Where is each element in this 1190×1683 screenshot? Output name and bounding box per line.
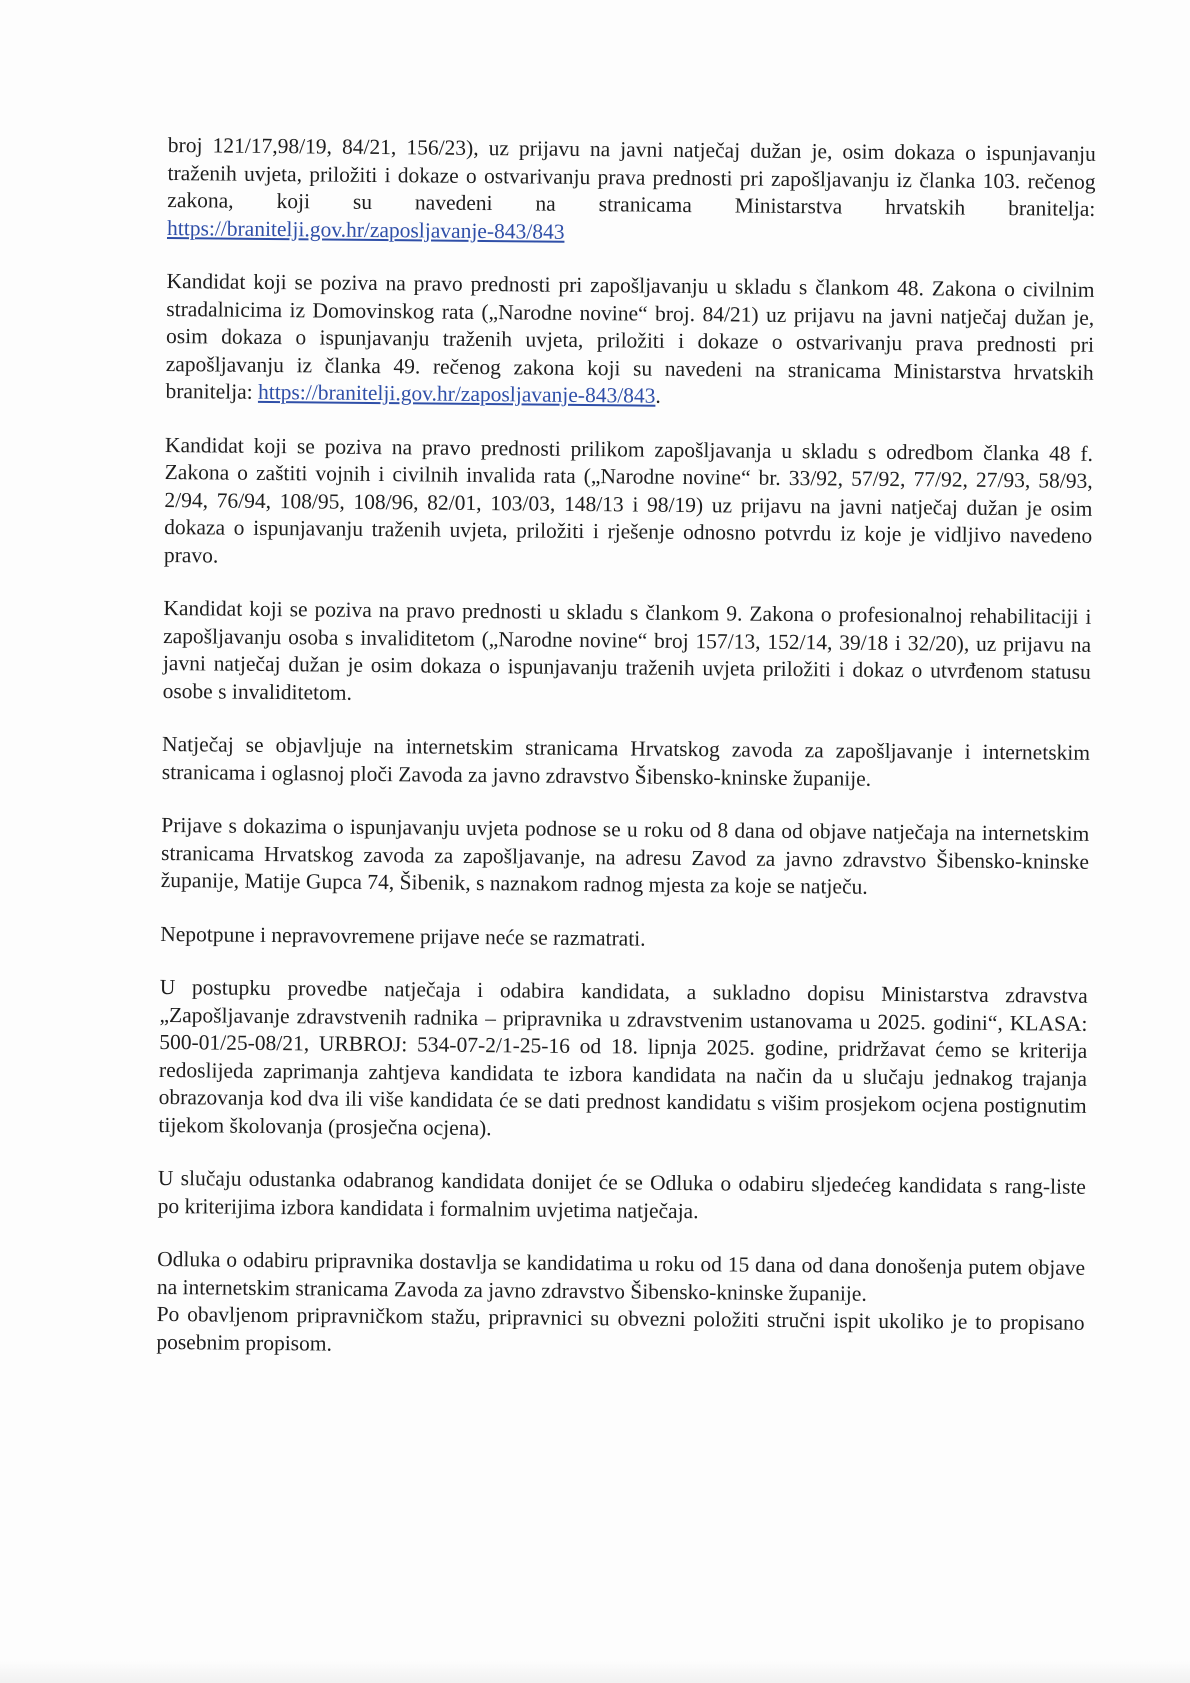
paragraph-text: U postupku provedbe natječaja i odabira kandidata, a sukladno dopisu Ministarstva zdravstva „Zapošljavanje zdravstvenih radnika – pripravnika u zdravstvenim ustanovama u 2025. godini“, KLASA: 500-01/25-08/21, URBROJ: 534-07-2/1-25-16 od 18. lipnja 2025. godine, pridržavat ćemo se kriterija redoslijeda zaprimanja zahtjeva kandidata te izbora kandidata na način da u slučaju jednakog trajanja obrazovanja kod dva ili više kandidata će se dati prednost kandidatu s višim prosjekom ocjena postignutim tijekom školovanja (prosječna ocjena). — [158, 974, 1088, 1140]
paragraph-disability-priority — [162, 595, 1091, 714]
paragraph-text: Nepotpune i nepravovremene prijave neće se razmatrati. — [160, 921, 646, 951]
paragraph-professional-exam — [156, 1301, 1084, 1365]
paragraph-civilian-victims-priority — [165, 268, 1094, 414]
paragraph-selection-criteria — [158, 974, 1088, 1148]
paragraph-incomplete-applications — [160, 920, 1088, 956]
paragraph-withdrawal — [158, 1165, 1086, 1229]
paragraph-decision-delivery — [157, 1246, 1085, 1310]
branitelji-link[interactable]: https://branitelji.gov.hr/zaposljavanje-843/843 — [166, 215, 565, 244]
paragraph-text: Odluka o odabiru pripravnika dostavlja se kandidatima u roku od 15 dana od dana donošenja putem objave na internetskim stranicama Zavoda za javno zdravstvo Šibensko-kninske županije. — [156, 1246, 1086, 1306]
paragraph-application-deadline — [161, 812, 1090, 903]
scan-edge-shadow — [0, 1661, 1190, 1683]
paragraph-text: Kandidat koji se poziva na pravo prednosti u skladu s člankom 9. Zakona o profesionalnoj rehabilitaciji i zapošljavanju osoba s invaliditetom („Narodne novine“ broj 157/13, 152/14, 39/18 i 32/20), uz prijavu na javni natječaj dužan je osim dokaza o ispunjavanju traženih uvjeta priložiti i dokaz o utvrđenom statusu osobe s invaliditetom. — [162, 595, 1092, 705]
paragraph-text: Kandidat koji se poziva na pravo prednosti prilikom zapošljavanja u skladu s odredbom članka 48 f. Zakona o zaštiti vojnih i civilnih invalida rata („Narodne novine“ br. 33/92, 57/92, 77/92, 27/93, 58/93, 2/94, 76/94, 108/95, 108/96, 82/01, 103/03, 148/13 i 98/19) uz prijavu na javni natječaj dužan je osim dokaza o ispunjavanju traženih uvjeta, priložiti i rješenje odnosno potvrdu iz koje je vidljivo navedeno pravo. — [163, 432, 1094, 568]
document-body — [156, 132, 1096, 1391]
paragraph-war-invalids-priority — [164, 431, 1093, 577]
paragraph-publication — [162, 731, 1090, 795]
paragraph-text: broj 121/17,98/19, 84/21, 156/23), uz prijavu na javni natječaj dužan je, osim dokaza o ispunjavanju traženih uvjeta, priložiti i dokaze o ostvarivanju prava prednosti pri zapošljavanju iz članka 103. rečenog zakona, koji su navedeni na stranicama Ministarstva hrvatskih branitelja: — [167, 132, 1096, 221]
branitelji-link[interactable]: https://branitelji.gov.hr/zaposljavanje-843/843 — [257, 379, 656, 408]
paragraph-text: Kandidat koji se poziva na pravo prednosti pri zapošljavanju u skladu s člankom 48. Zakona o civilnim stradalnicima iz Domovinskog rata („Narodne novine“ broj. 84/21) uz prijavu na javni natječaj dužan je, osim dokaza o ispunjavanju traženih uvjeta, priložiti i dokaze o ostvarivanju prava prednosti pri zapošljavanju iz članka 49. rečenog zakona koji su navedeni na stranicama Ministarstva hrvatskih branitelja: — [165, 268, 1095, 404]
paragraph-text: U slučaju odustanka odabranog kandidata donijet će se Odluka o odabiru sljedećeg kandidata s rang-liste po kriterijima izbora kandidata i formalnim uvjetima natječaja. — [157, 1165, 1087, 1223]
paragraph-text: . — [655, 383, 661, 408]
paragraph-text: Prijave s dokazima o ispunjavanju uvjeta podnose se u roku od 8 dana od objave natječaja na internetskim stranicama Hrvatskog zavoda za zapošljavanje, na adresu Zavod za javno zdravstvo Šibensko-kninske županije, Matije Gupca 74, Šibenik, s naznakom radnog mjesta za koje se natječu. — [160, 812, 1090, 899]
paragraph-text: Po obavljenom pripravničkom stažu, pripravnici su obvezni položiti stručni ispit ukoliko je to propisano posebnim propisom. — [156, 1301, 1085, 1356]
paragraph-text: Natječaj se objavljuje na internetskim stranicama Hrvatskog zavoda za zapošljavanje i internetskim stranicama i oglasnoj ploči Zavoda za javno zdravstvo Šibensko-kninske županije. — [161, 731, 1091, 791]
paragraph-veterans-priority — [167, 132, 1096, 251]
